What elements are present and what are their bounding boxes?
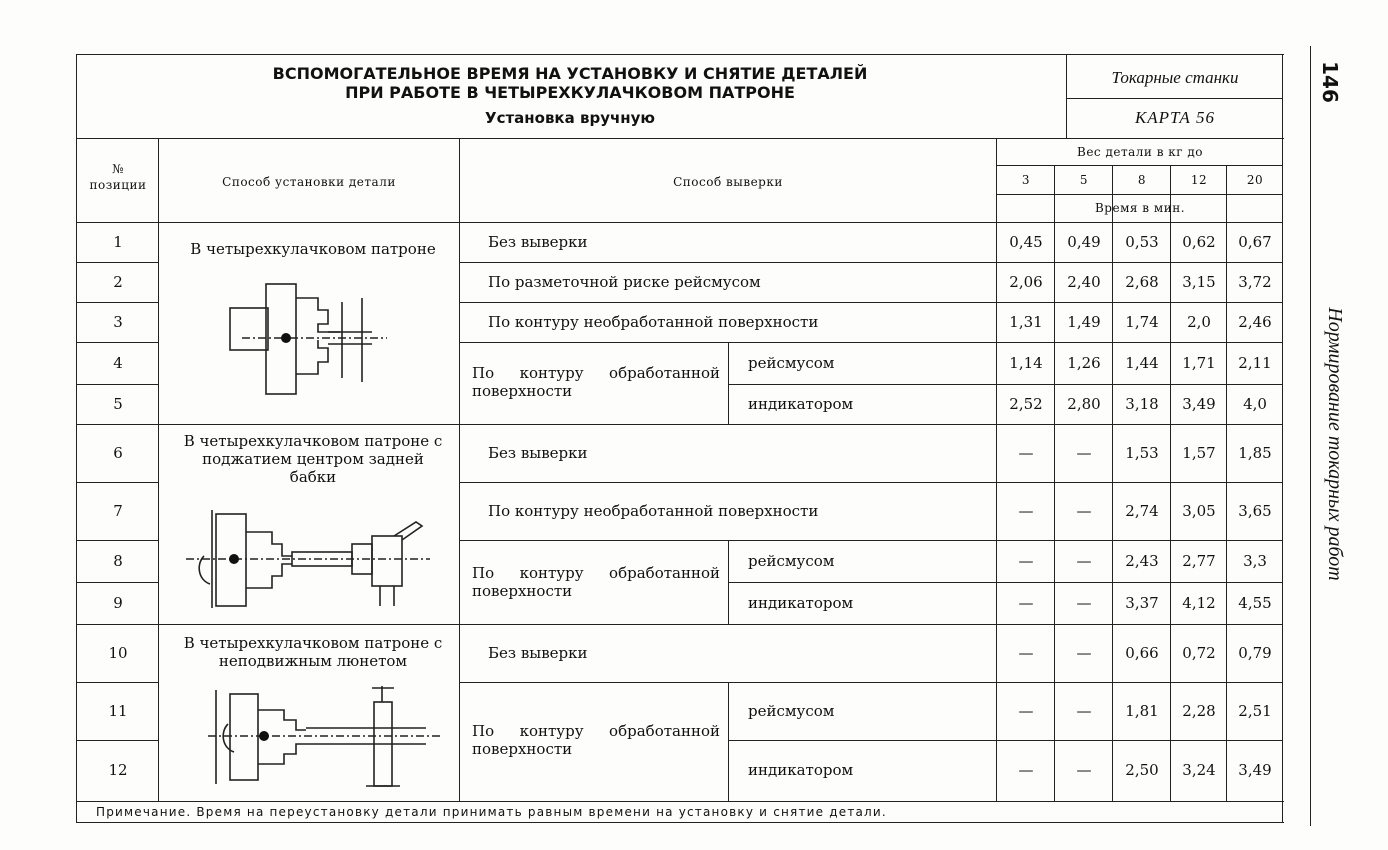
time-value: 0,67 — [1238, 233, 1272, 251]
sub-method-8: рейсмусом — [748, 552, 835, 570]
sub-method-4: рейсмусом — [748, 354, 835, 372]
time-value: 2,68 — [1125, 273, 1159, 291]
time-value: 1,81 — [1125, 702, 1159, 720]
pos-7: 7 — [113, 502, 123, 520]
time-value: — — [1076, 702, 1092, 720]
time-value: 0,53 — [1125, 233, 1159, 251]
chuck-with-steady-rest-figure — [206, 684, 446, 794]
time-value: 2,40 — [1067, 273, 1101, 291]
side-rule — [1310, 46, 1311, 826]
col-time-label: Время в мин. — [1094, 201, 1186, 215]
install-method-1: В четырехкулачковом патроне — [190, 240, 436, 258]
sub-divider — [728, 342, 729, 424]
time-value: — — [1018, 761, 1034, 779]
time-value: — — [1076, 644, 1092, 662]
col-weight-label: Вес детали в кг до — [1077, 145, 1203, 159]
time-value: 3,65 — [1238, 502, 1272, 520]
time-value: 2,52 — [1009, 395, 1043, 413]
pos-5: 5 — [113, 395, 123, 413]
sub-method-9: индикатором — [748, 594, 854, 612]
col-line-install — [459, 138, 460, 802]
table-title-line1: ВСПОМОГАТЕЛЬНОЕ ВРЕМЯ НА УСТАНОВКУ И СНЯТИЕ ДЕТАЛЕЙ — [272, 63, 868, 83]
sub-method-5: индикатором — [748, 395, 854, 413]
time-value: 1,85 — [1238, 444, 1272, 462]
time-value: 4,0 — [1243, 395, 1267, 413]
pos-10: 10 — [108, 644, 128, 662]
time-value: — — [1076, 761, 1092, 779]
time-value: 3,72 — [1238, 273, 1272, 291]
col-line-method — [996, 138, 997, 802]
time-value: 2,51 — [1238, 702, 1272, 720]
weight-5: 5 — [1079, 173, 1089, 187]
weight-3: 3 — [1021, 173, 1031, 187]
sub-method-12: индикатором — [748, 761, 854, 779]
page-number: 146 — [1318, 61, 1342, 103]
col-line-w3 — [1054, 165, 1055, 802]
weight-12: 12 — [1190, 173, 1208, 187]
method-2: По разметочной риске рейсмусом — [488, 273, 761, 291]
time-value: 0,45 — [1009, 233, 1043, 251]
time-value: 1,57 — [1182, 444, 1216, 462]
time-value: 2,74 — [1125, 502, 1159, 520]
time-value: 1,14 — [1009, 354, 1043, 372]
time-value: 0,79 — [1238, 644, 1272, 662]
time-value: 3,3 — [1243, 552, 1267, 570]
time-value: — — [1018, 644, 1034, 662]
time-value: 2,11 — [1238, 354, 1272, 372]
time-value: 3,15 — [1182, 273, 1216, 291]
time-value: 0,72 — [1182, 644, 1216, 662]
col-pos-label-2: позиции — [89, 178, 147, 192]
time-value: — — [1076, 552, 1092, 570]
install-method-2: В четырехкулачковом патроне с поджатием центром задней бабки — [183, 432, 443, 486]
frame-right — [1282, 54, 1283, 822]
card-number: КАРТА 56 — [1134, 108, 1216, 127]
pos-1: 1 — [113, 233, 123, 251]
time-value: 3,24 — [1182, 761, 1216, 779]
frame-bottom — [76, 822, 1284, 823]
time-value: 1,49 — [1067, 313, 1101, 331]
time-value: — — [1076, 502, 1092, 520]
time-value: 2,28 — [1182, 702, 1216, 720]
time-value: 3,49 — [1182, 395, 1216, 413]
method-10: Без выверки — [488, 644, 588, 662]
pos-3: 3 — [113, 313, 123, 331]
time-value: 4,12 — [1182, 594, 1216, 612]
machine-type: Токарные станки — [1111, 68, 1239, 87]
header-divider — [1066, 54, 1067, 138]
method-4-5: По контуру обработанной поверхности — [472, 364, 720, 400]
method-8-9: По контуру обработанной поверхности — [472, 564, 720, 600]
table-subtitle: Установка вручную — [485, 109, 655, 127]
col-line-w5 — [1112, 165, 1113, 802]
table-note: Примечание. Время на переустановку детали принимать равным времени на установку и снятие детали. — [96, 805, 887, 819]
method-6: Без выверки — [488, 444, 588, 462]
header-card-line — [1066, 98, 1282, 99]
pos-2: 2 — [113, 273, 123, 291]
weight-20: 20 — [1246, 173, 1264, 187]
sub-divider — [728, 540, 729, 624]
sub-divider — [728, 682, 729, 802]
time-value: 1,53 — [1125, 444, 1159, 462]
sub-method-11: рейсмусом — [748, 702, 835, 720]
time-value: 3,18 — [1125, 395, 1159, 413]
time-value: 0,62 — [1182, 233, 1216, 251]
time-value: — — [1018, 502, 1034, 520]
time-value: 3,05 — [1182, 502, 1216, 520]
weight-header-line — [996, 165, 1282, 166]
time-value: — — [1076, 594, 1092, 612]
weights-line — [996, 194, 1282, 195]
col-line-w12 — [1226, 165, 1227, 802]
col-line-w8 — [1170, 165, 1171, 802]
time-value: 2,50 — [1125, 761, 1159, 779]
time-value: 2,46 — [1238, 313, 1272, 331]
pos-4: 4 — [113, 354, 123, 372]
time-value: 2,06 — [1009, 273, 1043, 291]
header-bottom-line — [76, 138, 1284, 139]
time-value: — — [1018, 594, 1034, 612]
col-line-pos — [158, 138, 159, 802]
chuck-with-tailstock-figure — [184, 508, 434, 612]
time-value: — — [1018, 702, 1034, 720]
time-value: 0,49 — [1067, 233, 1101, 251]
pos-8: 8 — [113, 552, 123, 570]
time-value: 0,66 — [1125, 644, 1159, 662]
time-value: 2,0 — [1187, 313, 1211, 331]
frame-left — [76, 54, 77, 822]
time-value: 1,71 — [1182, 354, 1216, 372]
weight-8: 8 — [1137, 173, 1147, 187]
time-value: 3,37 — [1125, 594, 1159, 612]
side-title: Нормирование токарных работ — [1324, 307, 1346, 581]
frame-top — [76, 54, 1284, 55]
pos-11: 11 — [108, 702, 128, 720]
time-value: 2,43 — [1125, 552, 1159, 570]
method-3: По контуру необработанной поверхности — [488, 313, 819, 331]
time-value: — — [1018, 552, 1034, 570]
time-value: — — [1018, 444, 1034, 462]
method-11-12: По контуру обработанной поверхности — [472, 722, 720, 758]
col-align-label: Способ выверки — [673, 175, 783, 189]
table-title-line2: ПРИ РАБОТЕ В ЧЕТЫРЕХКУЛАЧКОВОМ ПАТРОНЕ — [345, 82, 795, 102]
install-method-3: В четырехкулачковом патроне с неподвижным люнетом — [183, 634, 443, 670]
time-value: 1,44 — [1125, 354, 1159, 372]
time-value: 1,74 — [1125, 313, 1159, 331]
time-value: 2,77 — [1182, 552, 1216, 570]
col-pos-label-1: № — [112, 162, 124, 176]
pos-9: 9 — [113, 594, 123, 612]
method-1: Без выверки — [488, 233, 588, 251]
col-install-label: Способ установки детали — [222, 175, 396, 189]
time-value: 1,26 — [1067, 354, 1101, 372]
pos-6: 6 — [113, 444, 123, 462]
time-value: 1,31 — [1009, 313, 1043, 331]
four-jaw-chuck-figure — [222, 278, 392, 408]
time-value: 3,49 — [1238, 761, 1272, 779]
time-value: 4,55 — [1238, 594, 1272, 612]
time-value: 2,80 — [1067, 395, 1101, 413]
pos-12: 12 — [108, 761, 128, 779]
time-value: — — [1076, 444, 1092, 462]
method-7: По контуру необработанной поверхности — [488, 502, 819, 520]
